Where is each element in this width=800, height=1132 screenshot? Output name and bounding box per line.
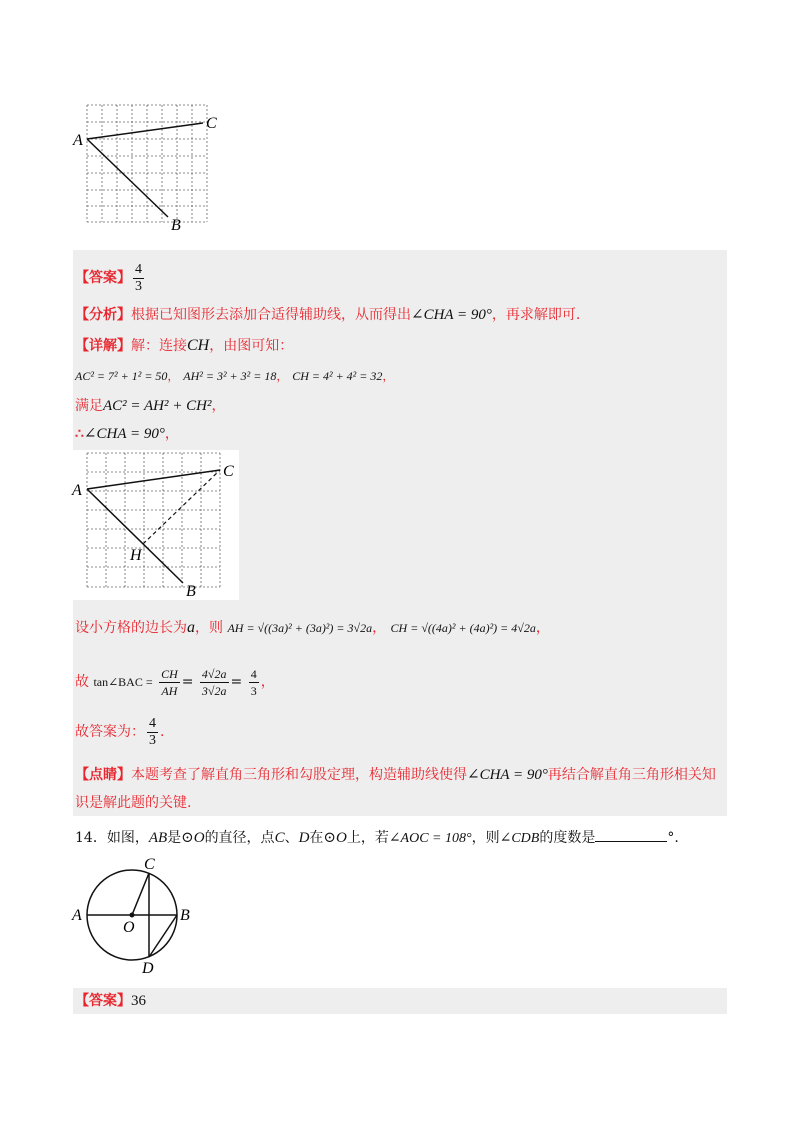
label-h: H	[130, 547, 142, 564]
answer-fraction: $\frac{4}{3}$	[135, 261, 142, 294]
final-fraction: $\frac{4}{3}$	[149, 715, 156, 748]
answer-value-14: 36	[131, 993, 146, 1009]
equations-line: AC² = 7² + 1² = 50， AH² = 3² + 3² = 18， CH = 4² + 4² = 32，	[75, 369, 395, 383]
analysis-math: ∠CHA = 90°	[411, 307, 492, 323]
label-o: O	[123, 919, 135, 936]
therefore-symbol: ∴	[75, 426, 84, 442]
tan-fraction-1: $\frac{CH}{AH}$	[161, 666, 178, 698]
label-a-3: A	[72, 907, 82, 924]
label-b-2: B	[186, 583, 196, 600]
label-b-3: B	[180, 907, 190, 924]
side-text-1: 设小方格的边长为	[75, 620, 187, 636]
comment-math: ∠CHA = 90°	[467, 767, 548, 783]
side-text-2: ，则	[195, 620, 223, 636]
label-a-2: A	[72, 482, 82, 499]
final-text: 故答案为：	[75, 724, 145, 740]
center-dot	[130, 913, 135, 918]
satisfy-line: 满足AC² = AH² + CH²，	[75, 398, 226, 414]
therefore-line: ∴∠CHA = 90°，	[75, 426, 179, 442]
detail-tag: 【详解】	[75, 338, 131, 354]
eq-ah: AH² = 3² + 3² = 18	[183, 369, 277, 383]
segment-ac	[87, 123, 203, 139]
answer-tag: 【答案】	[75, 270, 131, 286]
label-a: A	[73, 132, 83, 149]
tan-line: 故 tan∠BAC = $\frac{CH}{AH}$ = $\frac{4√2a}{3√2a}$ = $\frac{4}{3}$ ，	[75, 666, 275, 698]
final-answer-line: 故答案为： $\frac{4}{3}$ .	[75, 715, 165, 748]
comment-line-2	[75, 793, 191, 813]
question-number: 14．	[75, 830, 107, 846]
analysis-line	[75, 305, 580, 325]
detail-text-1: 解：连接	[131, 338, 187, 354]
answer-blank[interactable]	[595, 829, 667, 842]
answer-line	[75, 260, 146, 296]
tan-fraction-2: $\frac{4√2a}{3√2a}$	[201, 666, 227, 698]
detail-line	[75, 336, 293, 356]
label-c: C	[206, 115, 217, 132]
label-d-3: D	[142, 960, 154, 977]
segment-db	[149, 915, 177, 957]
segment-ab	[87, 139, 168, 217]
tan-lhs: tan∠BAC =	[93, 675, 153, 689]
comment-text-3: 识是解此题的关键.	[75, 795, 192, 811]
segment-oc	[132, 873, 149, 915]
analysis-text-1: 根据已知图形去添加合适得辅助线，从而得出	[131, 307, 411, 323]
comment-line-1	[75, 765, 716, 785]
circle-figure	[68, 855, 203, 980]
ah-expression: AH = √((3a)² + (3a)²) = 3√2a	[227, 621, 373, 635]
analysis-text-2: ，再求解即可.	[491, 307, 581, 323]
satisfy-math: AC² = AH² + CH²	[103, 398, 212, 414]
grid-figure-2	[73, 450, 239, 600]
detail-text-2: ，由图可知：	[209, 338, 294, 354]
satisfy-text: 满足	[75, 398, 103, 414]
question-14: 14．如图，AB是⊙O的直径，点C、D在⊙O上，若∠AOC = 108°，则∠CDB的度数是 °.	[75, 830, 679, 846]
label-c-3: C	[144, 856, 155, 873]
eq-ch: CH = 4² + 4² = 32	[292, 369, 383, 383]
ch-expression: CH = √((4a)² + (4a)²) = 4√2a	[390, 621, 536, 635]
so-text: 故	[75, 674, 89, 690]
therefore-math: ∠CHA = 90°	[83, 426, 165, 442]
tan-fraction-3: $\frac{4}{3}$	[250, 666, 257, 698]
comment-text-1: 本题考查了解直角三角形和勾股定理，构造辅助线使得	[131, 767, 467, 783]
grid-figure-1	[70, 100, 230, 235]
label-b: B	[171, 217, 181, 234]
side-var: a	[187, 619, 195, 636]
answer-panel-14	[73, 988, 727, 1014]
answer-line-14	[75, 991, 146, 1011]
eq-ac: AC² = 7² + 1² = 50	[75, 369, 168, 383]
answer-tag-14: 【答案】	[75, 993, 131, 1009]
comment-tag: 【点睛】	[75, 767, 131, 783]
comment-text-2: 再结合解直角三角形相关知	[547, 767, 716, 783]
detail-math-ch: CH	[187, 337, 210, 354]
analysis-tag: 【分析】	[75, 307, 131, 323]
side-length-line: 设小方格的边长为a，则 AH = √((3a)² + (3a)²) = 3√2a， CH = √((4a)² + (4a)²) = 4√2a，	[75, 619, 550, 636]
label-c-2: C	[223, 463, 234, 480]
